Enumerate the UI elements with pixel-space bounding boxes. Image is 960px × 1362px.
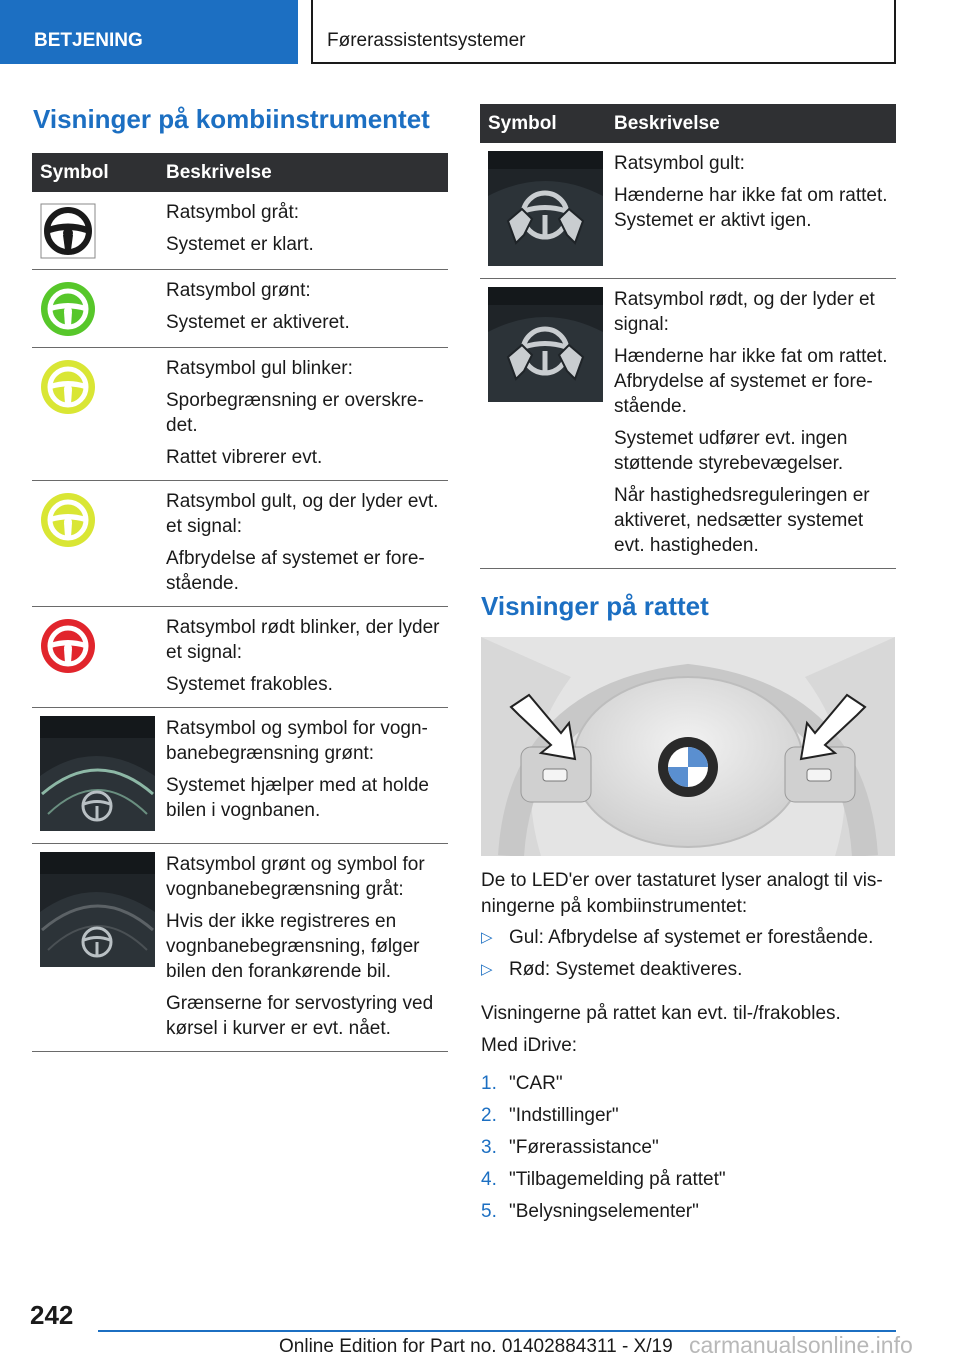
- chapter-label: Førerassistentsystemer: [327, 30, 526, 51]
- row-text: Hænderne har ikke fat om rattet. Afbrydelse af systemet er fore‐stående.: [614, 345, 888, 417]
- step-text: "Indstillinger": [509, 1105, 619, 1126]
- row-text: Ratsymbol gråt:: [166, 202, 300, 223]
- table-row: [32, 192, 448, 270]
- row-text: Ratsymbol gult, og der lyder evt. et signal:: [166, 491, 439, 537]
- lane-boundary-green-icon: [40, 716, 155, 831]
- section-tab: [0, 0, 298, 64]
- row-text: Ratsymbol grønt og symbol for vognbanebegrænsning gråt:: [166, 854, 425, 900]
- lane-boundary-gray-icon: [40, 852, 155, 967]
- row-text: Ratsymbol og symbol for vogn‐banebegrænsning grønt:: [166, 718, 428, 764]
- footer-edition: Online Edition for Part no. 01402884311 - X/19: [279, 1336, 673, 1357]
- step-text: "Førerassistance": [509, 1137, 659, 1158]
- heading-rattet: Visninger på rattet: [481, 591, 709, 621]
- paragraph-idrive: Med iDrive:: [481, 1035, 578, 1056]
- paragraph-leds: De to LED'er over tastaturet lyser analogt til vis‐ningerne på kombiinstrumentet:: [481, 870, 883, 917]
- row-text: Afbrydelse af systemet er fore‐stående.: [166, 548, 425, 594]
- row-text: Systemet hjælper med at holde bilen i vognbanen.: [166, 775, 429, 821]
- table-row: [480, 278, 896, 568]
- row-text: Når hastighedsreguleringen er aktiveret, nedsætter systemet evt. hastigheden.: [614, 484, 870, 556]
- table-row: [32, 607, 448, 708]
- row-text: Rattet vibrerer evt.: [166, 447, 323, 468]
- watermark: carmanualsonline.info: [689, 1332, 913, 1358]
- bullet-marker-icon: ▷: [481, 929, 493, 946]
- table-row: [480, 143, 896, 278]
- steering-wheel-photo: [481, 637, 895, 856]
- row-text: Hænderne har ikke fat om rattet. Systemet er aktivt igen.: [614, 185, 888, 231]
- row-text: Systemet er klart.: [166, 234, 314, 255]
- bullet-text: Gul: Afbrydelse af systemet er forestående.: [509, 927, 874, 948]
- table-row: [32, 270, 448, 348]
- bullet-text: Rød: Systemet deaktiveres.: [509, 959, 743, 980]
- paragraph-toggle: Visningerne på rattet kan evt. til-/frakobles.: [481, 1003, 841, 1024]
- row-text: Ratsymbol gul blinker:: [166, 358, 353, 379]
- steering-wheel-yellow-icon: [40, 492, 96, 548]
- row-text: Hvis der ikke registreres en vognbanebegrænsning, følger bilen den forankørende bil.: [166, 911, 420, 982]
- table-row: [32, 708, 448, 844]
- step-number: 3.: [481, 1137, 497, 1158]
- row-text: Ratsymbol gult:: [614, 153, 745, 174]
- page-number: 242: [30, 1300, 74, 1330]
- steering-wheel-gray-icon: [40, 203, 96, 259]
- table-row: [32, 481, 448, 607]
- symbol-table-left: [32, 153, 448, 1052]
- hands-off-yellow-icon: [488, 151, 603, 266]
- steering-wheel-red-icon: [40, 618, 96, 674]
- col-description: Beskrivelse: [604, 104, 896, 143]
- row-text: Ratsymbol grønt:: [166, 280, 311, 301]
- col-symbol: Symbol: [32, 153, 156, 192]
- step-number: 5.: [481, 1201, 497, 1222]
- row-text: Grænserne for servostyring ved kørsel i kurver er evt. nået.: [166, 993, 434, 1039]
- row-text: Systemet frakobles.: [166, 674, 333, 695]
- row-text: Sporbegrænsning er overskre‐det.: [166, 390, 424, 436]
- col-symbol: Symbol: [480, 104, 604, 143]
- steering-wheel-yellow-blink-icon: [40, 359, 96, 415]
- row-text: Ratsymbol rødt blinker, der lyder et signal:: [166, 617, 440, 663]
- hands-off-red-icon: [488, 287, 603, 402]
- step-text: "Tilbagemelding på rattet": [509, 1169, 726, 1190]
- col-description: Beskrivelse: [156, 153, 448, 192]
- step-number: 2.: [481, 1105, 497, 1126]
- step-number: 4.: [481, 1169, 497, 1190]
- row-text: Systemet udfører evt. ingen støttende styrebevægelser.: [614, 427, 848, 474]
- chapter-tab: [311, 0, 896, 64]
- heading-kombiinstrument: Visninger på kombiinstrumentet: [33, 104, 430, 134]
- row-text: Ratsymbol rødt, og der lyder et signal:: [614, 288, 875, 335]
- section-label: BETJENING: [34, 30, 143, 51]
- table-header: [32, 153, 448, 192]
- step-text: "CAR": [509, 1073, 563, 1094]
- bullet-marker-icon: ▷: [481, 961, 493, 978]
- symbol-table-right: [480, 104, 896, 569]
- row-text: Systemet er aktiveret.: [166, 312, 350, 333]
- table-header: [480, 104, 896, 143]
- step-text: "Belysningselementer": [509, 1201, 699, 1222]
- table-row: [32, 844, 448, 1052]
- steering-wheel-green-icon: [40, 281, 96, 337]
- table-row: [32, 348, 448, 481]
- step-number: 1.: [481, 1073, 497, 1094]
